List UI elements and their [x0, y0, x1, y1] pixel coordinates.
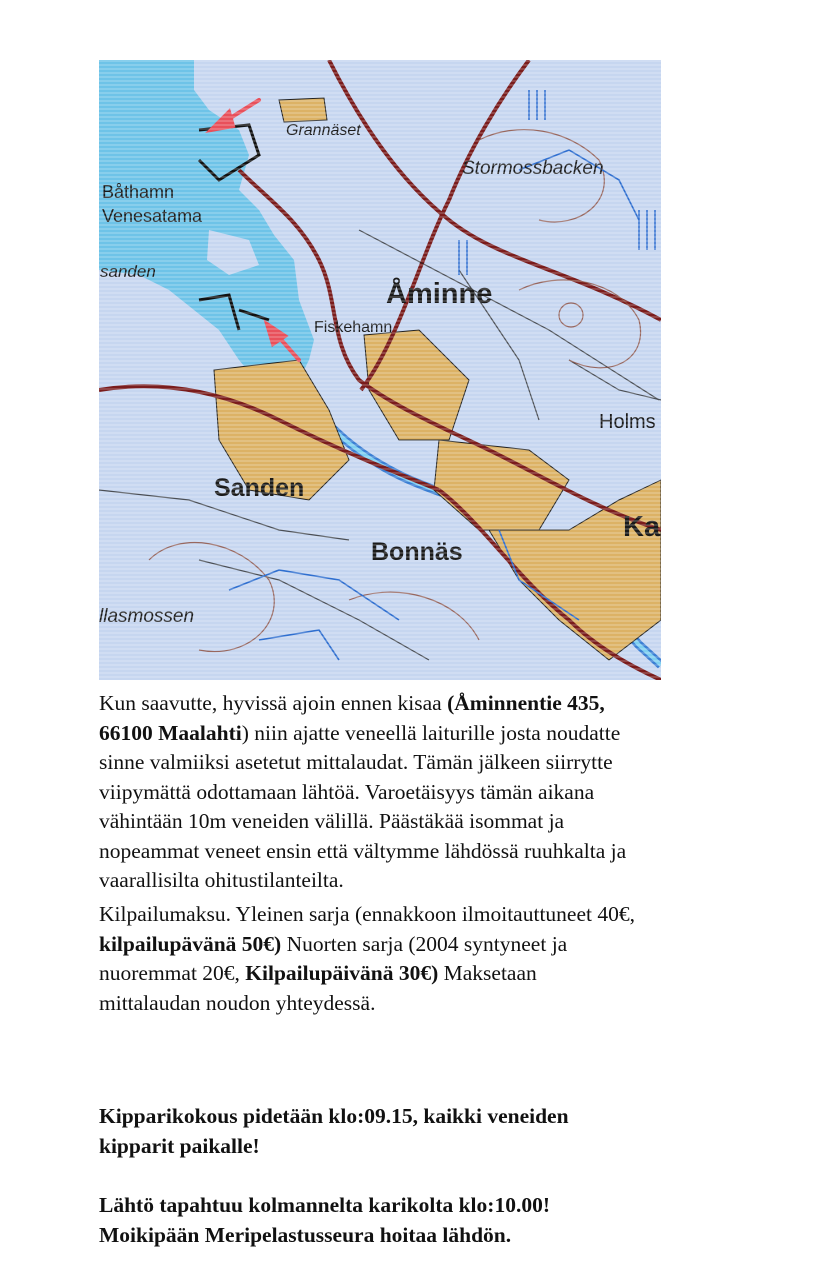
- location-map: [99, 60, 661, 680]
- para1-text-7: vaarallisilta ohitustilanteilta.: [99, 868, 344, 892]
- map-graphic: [99, 60, 661, 680]
- para2-text-1: Kilpailumaksu. Yleinen sarja (ennakkoon ilmoitauttuneet 40€,: [99, 902, 635, 926]
- para4-line-2: Moikipään Meripelastusseura hoitaa lähdön.: [99, 1222, 512, 1247]
- para3-line-1: Kipparikokous pidetään klo:09.15, kaikki veneiden: [99, 1104, 569, 1128]
- para1-text-3: sinne valmiiksi asetetut mittalaudat. Tämän jälkeen siirrytte: [99, 750, 613, 774]
- address-line-2: 66100 Maalahti: [99, 720, 242, 745]
- fee-paragraph: [99, 900, 749, 1018]
- para3-line-2: kipparit paikalle!: [99, 1133, 260, 1158]
- para2-text-5: mittalaudan noudon yhteydessä.: [99, 990, 376, 1015]
- fee-race-day-youth: Kilpailupäivänä 30€): [245, 961, 439, 985]
- start-paragraph: [99, 1191, 749, 1250]
- para1-text-6: nopeammat veneet ensin että vältymme lähdössä ruuhkalta ja: [99, 838, 627, 863]
- para4-line-1: Lähtö tapahtuu kolmannelta karikolta klo:10.00!: [99, 1193, 550, 1217]
- para1-text-1: Kun saavutte, hyvissä ajoin ennen kisaa: [99, 691, 448, 715]
- map-scanlines: [99, 60, 661, 680]
- arrival-paragraph: [99, 689, 749, 896]
- address-line-1: (Åminnentie 435,: [447, 691, 605, 715]
- para1-text-5: vähintään 10m veneiden välillä. Päästäkää isommat ja: [99, 809, 565, 833]
- para1-text-4: viipymättä odottamaan lähtöä. Varoetäisyys tämän aikana: [99, 779, 595, 804]
- fee-race-day-general: kilpailupävänä 50€): [99, 931, 282, 956]
- skipper-meeting-paragraph: [99, 1102, 749, 1161]
- para2-text-2: Nuorten sarja (2004 syntyneet ja: [281, 931, 568, 956]
- para2-text-3: nuoremmat 20€,: [99, 961, 246, 985]
- para1-text-2: ) niin ajatte veneellä laiturille josta noudatte: [241, 720, 621, 745]
- para2-text-4: Maksetaan: [438, 961, 537, 985]
